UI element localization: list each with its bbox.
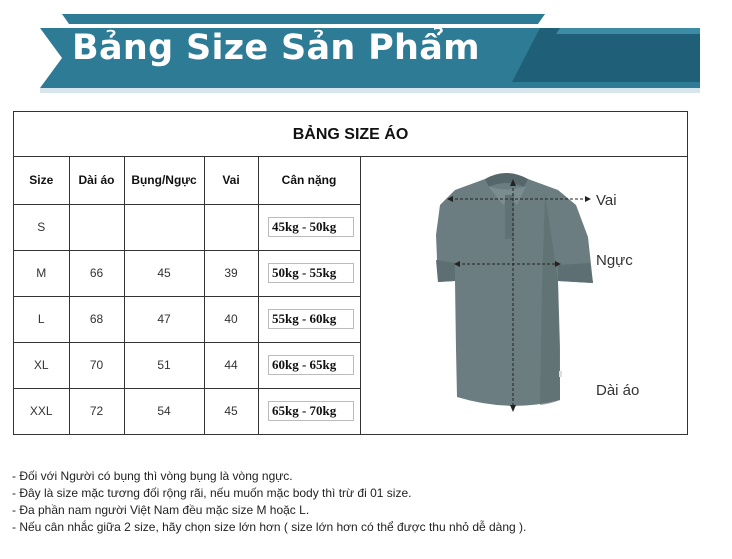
cell-size: S — [14, 204, 69, 250]
cell-weight — [258, 388, 360, 434]
table-row — [14, 388, 360, 434]
shirt-measurement-diagram — [360, 157, 687, 433]
note-item: - Nếu cân nhắc giữa 2 size, hãy chọn size lớn hơn ( size lớn hơn có thể được thu nhỏ dễ dàng ). — [12, 520, 527, 534]
cell-size: XXL — [14, 388, 69, 434]
cell-chest: 54 — [124, 388, 204, 434]
cell-length: 68 — [69, 296, 124, 342]
table-row — [14, 204, 360, 250]
header-length: Dài áo — [69, 157, 124, 204]
note-item: - Đa phần nam người Việt Nam đều mặc size M hoặc L. — [12, 503, 310, 517]
cell-shoulder: 39 — [204, 250, 258, 296]
table-row — [14, 296, 360, 342]
label-length: Dài áo — [596, 382, 640, 399]
cell-length: 70 — [69, 342, 124, 388]
cell-size: XL — [14, 342, 69, 388]
header-chest: Bụng/Ngực — [124, 157, 204, 204]
table-title: BẢNG SIZE ÁO — [14, 112, 687, 157]
cell-chest: 47 — [124, 296, 204, 342]
cell-shoulder: 45 — [204, 388, 258, 434]
weight-value: 55kg - 60kg — [268, 309, 354, 329]
cell-shoulder — [204, 204, 258, 250]
cell-length: 66 — [69, 250, 124, 296]
header-weight: Cân nặng — [258, 157, 360, 204]
cell-weight — [258, 250, 360, 296]
cell-shoulder: 44 — [204, 342, 258, 388]
header-shoulder: Vai — [204, 157, 258, 204]
notes-list — [12, 468, 712, 536]
cell-shoulder: 40 — [204, 296, 258, 342]
header-banner — [0, 0, 732, 100]
table-row — [14, 250, 360, 296]
cell-length: 72 — [69, 388, 124, 434]
cell-chest: 51 — [124, 342, 204, 388]
weight-value: 65kg - 70kg — [268, 401, 354, 421]
table-header-row — [14, 157, 360, 204]
cell-size: L — [14, 296, 69, 342]
note-item: - Đây là size mặc tương đối rộng rãi, nếu muốn mặc body thì trừ đi 01 size. — [12, 486, 412, 500]
label-chest: Ngực — [596, 252, 633, 269]
cell-weight — [258, 342, 360, 388]
weight-value: 50kg - 55kg — [268, 263, 354, 283]
banner-title: Bảng Size Sản Phẩm — [72, 28, 480, 68]
header-size: Size — [14, 157, 69, 204]
cell-weight — [258, 204, 360, 250]
cell-chest: 45 — [124, 250, 204, 296]
weight-value: 60kg - 65kg — [268, 355, 354, 375]
size-table — [14, 157, 361, 434]
weight-value: 45kg - 50kg — [268, 217, 354, 237]
cell-length — [69, 204, 124, 250]
cell-chest — [124, 204, 204, 250]
label-shoulder: Vai — [596, 192, 617, 209]
cell-size: M — [14, 250, 69, 296]
table-row — [14, 342, 360, 388]
cell-weight — [258, 296, 360, 342]
note-item: - Đối với Người có bụng thì vòng bụng là vòng ngực. — [12, 469, 293, 483]
